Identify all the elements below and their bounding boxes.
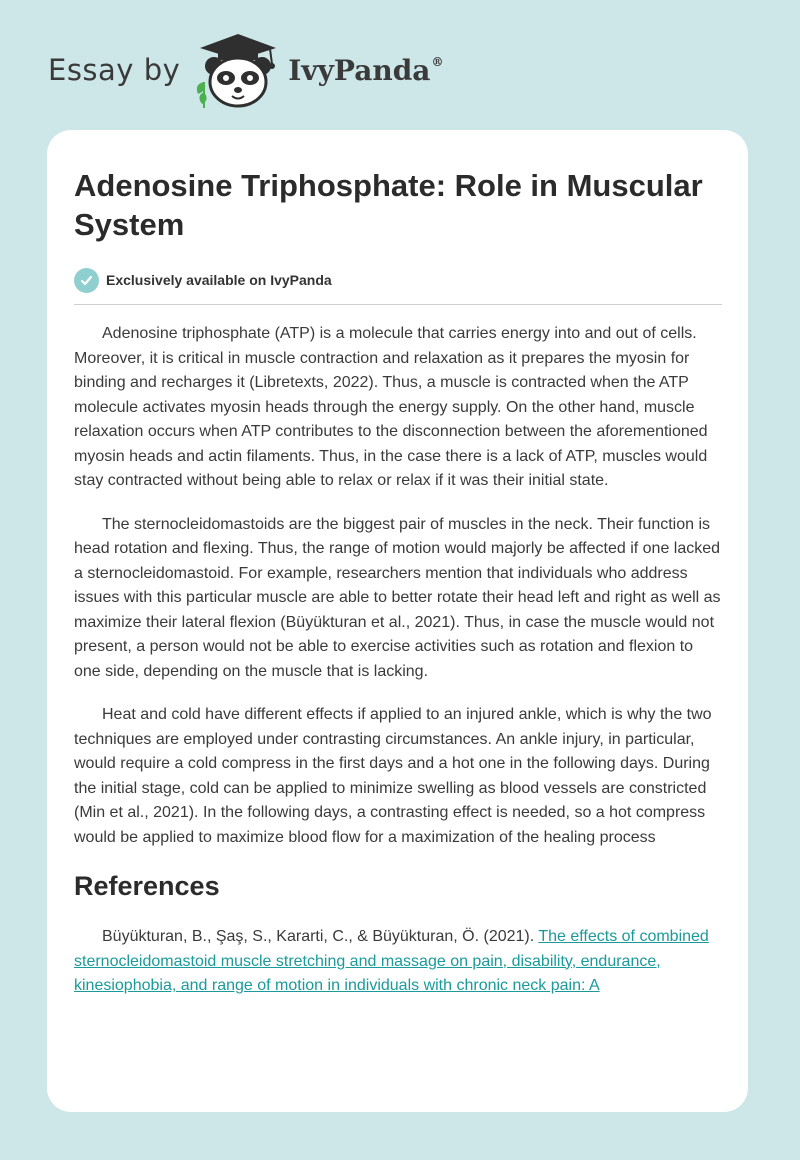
brand-header	[48, 30, 443, 110]
article-body	[74, 322, 722, 850]
reference-authors: Büyükturan, B., Şaş, S., Kararti, C., & Büyükturan, Ö. (2021).	[102, 928, 539, 945]
paragraph: Heat and cold have different effects if applied to an injured ankle, which is why the two techniques are employed under contrasting circumstances. An ankle injury, in particular, would require a cold compress in the first days and a hot one in the following days. During the initial stage, cold can be applied to minimize swelling as blood vessels are constricted (Min et al., 2021). In the following days, a contrasting effect is needed, so a hot compress would be applied to maximize blood flow for a maximization of the healing process	[74, 706, 712, 846]
article-card	[47, 130, 748, 1112]
paragraph: The sternocleidomastoids are the biggest pair of muscles in the neck. Their function is head rotation and flexing. Thus, the range of motion would majorly be affected if one lacked a sternocleidomastoid. For example, researchers mention that individuals who address issues with this particular muscle are able to better rotate their head left and right as well as maximize their lateral flexion (Büyükturan et al., 2021). Thus, in case the muscle would not present, a person would not be able to exercise activities such as rotation and flexion to one side, depending on the muscle that is lacking.	[74, 515, 721, 680]
brand-name[interactable]: IvyPanda®	[288, 53, 444, 87]
exclusive-badge	[74, 266, 722, 294]
paragraph: Adenosine triphosphate (ATP) is a molecule that carries energy into and out of cells. Moreover, it is critical in muscle contraction and relaxation as it prepares the myosin for binding and recharges it (Libretexts, 2022). Thus, a muscle is contracted when the ATP molecule activates myosin heads through the energy supply. On the other hand, muscle relaxation occurs when ATP contributes to the disconnection between the aforementioned myosin heads and actin filaments. Thus, in the case there is a lack of ATP, muscles would stay contracted without being able to relax or relax if it was their initial state.	[74, 325, 708, 489]
reference-item	[74, 925, 722, 999]
references-heading: References	[74, 871, 220, 901]
reference-link[interactable]: The effects of combined sternocleidomastoid muscle stretching and massage on pain, disability, endurance, kinesiophobia, and range of motion in individuals with chronic neck pain: A	[74, 928, 709, 994]
divider	[74, 304, 722, 305]
exclusive-badge-text: Exclusively available on IvyPanda	[106, 272, 332, 288]
brand-prefix: Essay by	[48, 53, 181, 87]
page-title: Adenosine Triphosphate: Role in Muscular System	[74, 168, 703, 242]
panda-graduate-icon[interactable]	[192, 30, 284, 110]
check-circle-icon	[74, 268, 99, 293]
